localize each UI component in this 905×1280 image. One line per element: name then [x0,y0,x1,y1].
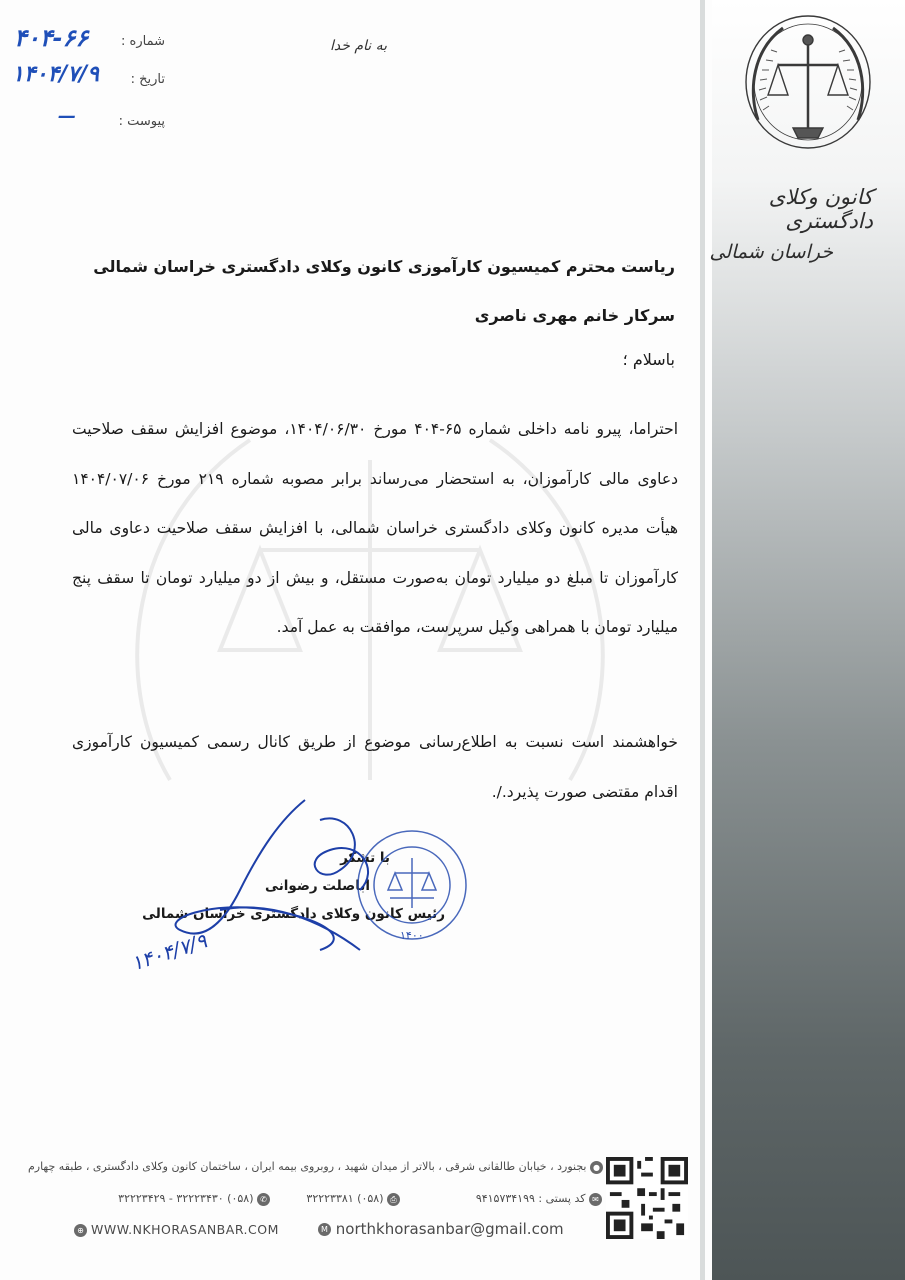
letter-date-value: ۱۴۰۴/۷/۹ [12,62,99,87]
body-paragraph-2: خواهشمند است نسبت به اطلاع‌رسانی موضوع از طریق کانال رسمی کمیسیون کارآموزی اقدام مقتضی صورت پذیرد./. [72,733,678,801]
body-paragraph-1: احتراما، پیرو نامه داخلی شماره ۶۵-۴۰۴ مورخ ۱۴۰۴/۰۶/۳۰، موضوع افزایش سقف صلاحیت دعاوی مالی کارآموزان، به استحضار می‌رساند برابر مصوبه شماره ۲۱۹ مورخ ۱۴۰۴/۰۷/۰۶ هیأت مدیره کانون وکلای دادگستری خراسان شمالی، با افزایش سقف صلاحیت دعاوی مالی کارآموزان تا مبلغ دو میلیارد تومان به‌صورت مستقل، و بیش از دو میلیارد تومان تا سقف پنج میلیارد تومان با همراهی وکیل سرپرست، موافقت به عمل آمد. [72,420,678,636]
email-icon: M [318,1223,331,1236]
phone-icon: ✆ [257,1193,270,1206]
closing-thanks: با تشکر [340,850,390,866]
letter-attachment-row [0,106,180,140]
bar-association-emblem-icon [738,10,878,160]
footer-website-text[interactable]: WWW.NKHORASANBAR.COM [90,1222,279,1237]
letter-number-value: ۴۰۴-۶۶ [14,24,89,52]
recipient-title: ریاست محترم کمیسیون کارآموزی کانون وکلای دادگستری خراسان شمالی [93,257,675,276]
organization-name-line1: کانون وکلای دادگستری [768,185,873,233]
letter-number-row [0,24,180,60]
signer-name: ابا‌صلت رضوانی [265,878,370,894]
recipient-name: سرکار خانم مهری ناصری [474,306,675,325]
footer-fax-text: (۰۵۸) ۳۲۲۲۳۳۸۱ [306,1192,384,1205]
fax-icon: ⎙ [387,1193,400,1206]
globe-icon: ⊕ [74,1224,87,1237]
handwritten-date: ۱۴۰۴/۷/۹ [128,928,210,976]
footer-phones [118,1192,270,1206]
footer-email-text[interactable]: northkhorasanbar@gmail.com [335,1220,564,1238]
organization-name [693,185,873,263]
signer-title: رئیس کانون وکلای دادگستری خراسان شمالی [142,906,445,922]
location-icon: ● [590,1161,603,1174]
footer-website[interactable] [74,1222,279,1237]
footer-phones-text: (۰۵۸) ۳۲۲۲۳۴۳۰ - ۳۲۲۲۳۴۲۹ [118,1192,254,1205]
basmala: به نام خدا [330,38,388,54]
footer-email[interactable] [318,1220,564,1238]
footer-postal-text: کد پستی : ۹۴۱۵۷۳۴۱۹۹ [475,1192,586,1205]
footer-postal [476,1192,602,1206]
seal-year: ۱۴۰۰ [400,929,424,942]
letter-number-label: شماره : [121,34,165,49]
salutation: باسلام ؛ [622,350,675,369]
qr-code-icon[interactable] [606,1157,688,1239]
footer-address-text: بجنورد ، خیابان طالقانی شرقی ، بالاتر از میدان شهید ، روبروی بیمه ایران ، ساختمان کانون وکلای دادگستری ، طبقه چهارم [27,1160,587,1173]
letter-date-label: تاریخ : [130,72,165,87]
organization-name-line2: خراسان شمالی [709,241,833,263]
letter-date-row [0,62,180,98]
mail-icon: ✉ [589,1193,602,1206]
footer-address [28,1160,603,1174]
footer-fax [306,1192,400,1206]
letter-attachment-label: پیوست : [118,114,165,129]
letter-attachment-value: — [58,106,76,127]
